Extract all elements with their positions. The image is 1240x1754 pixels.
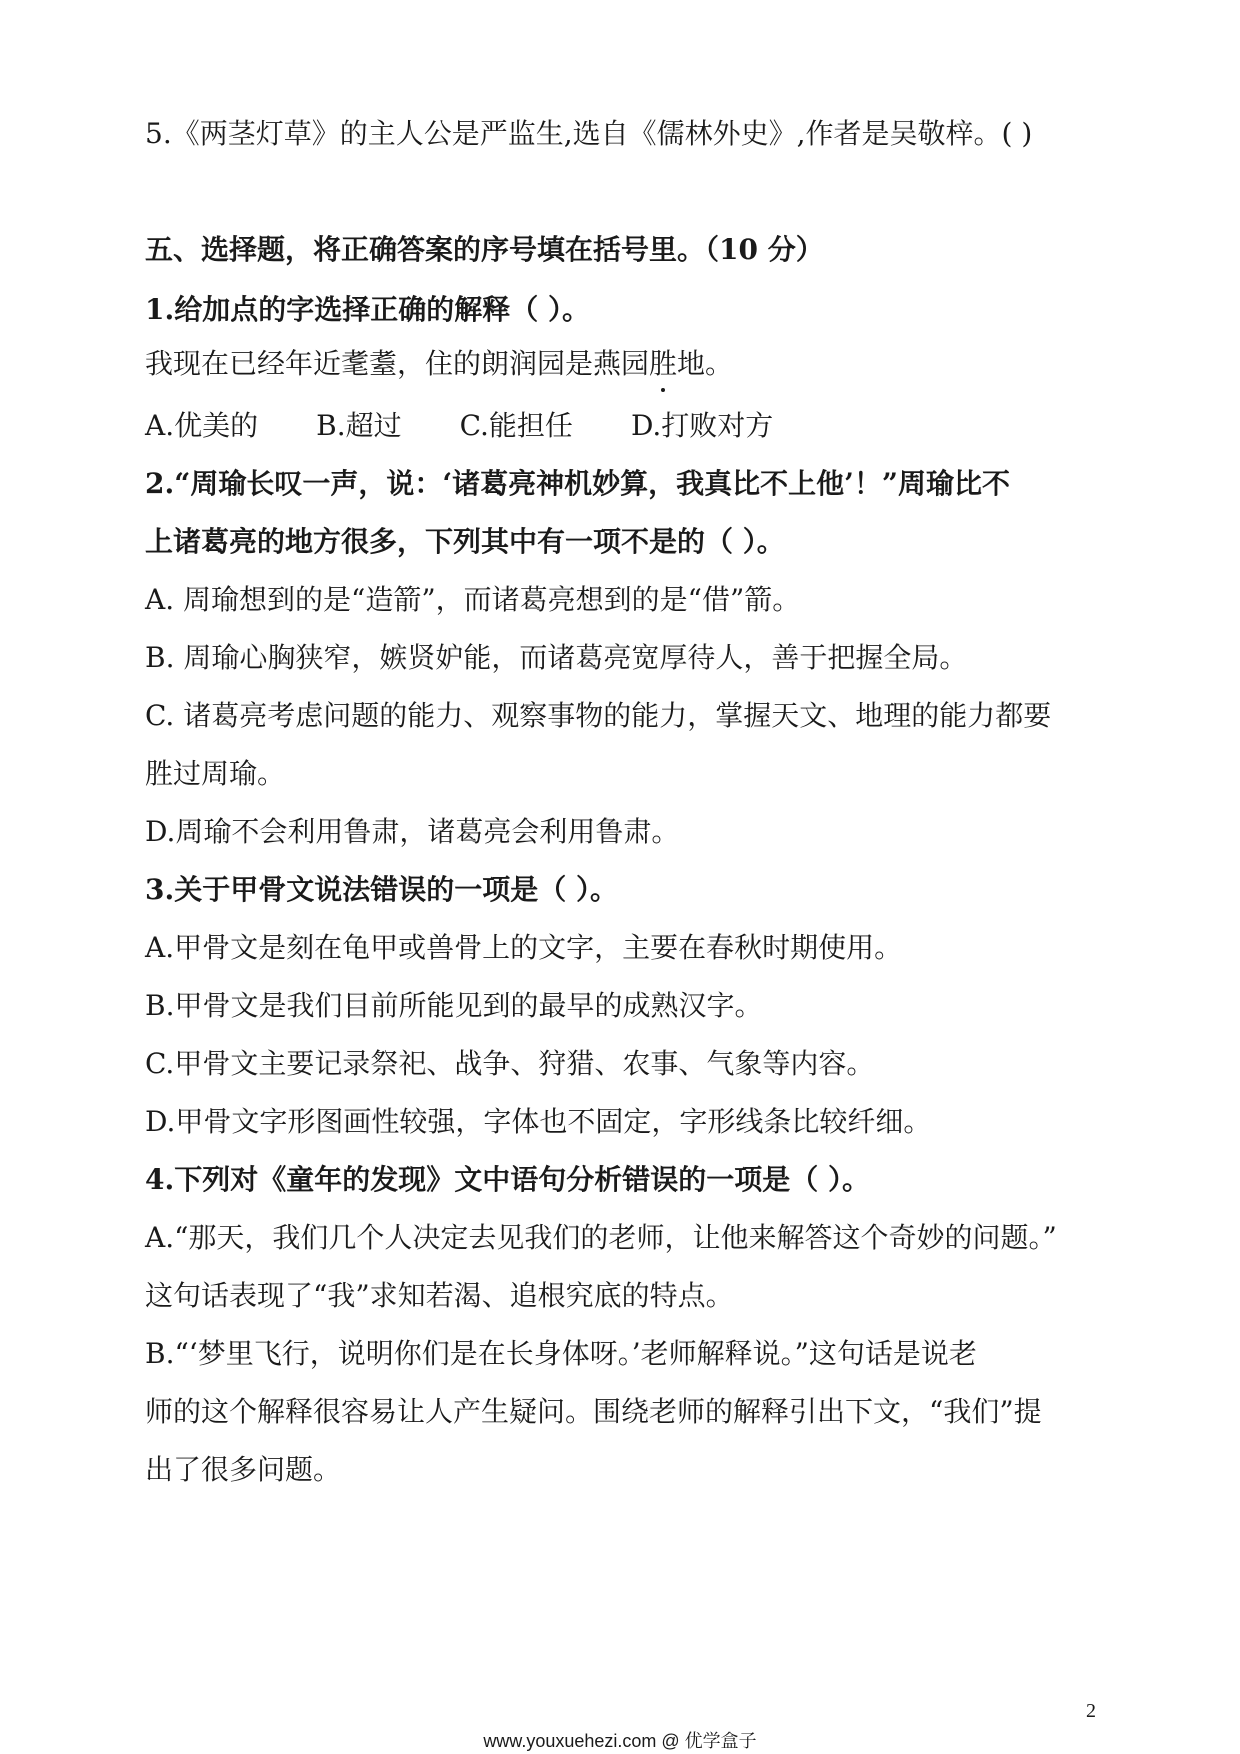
question-3: 3.关于甲骨文说法错误的一项是（ ）。 [145,873,618,906]
option-a: A.优美的 [145,409,259,442]
question-4-option-b: B.“‘梦里飞行，说明你们是在长身体呀。’老师解释说。”这句话是说老 [145,1337,977,1370]
question-3-option-b: B.甲骨文是我们目前所能见到的最早的成熟汉字。 [145,989,763,1022]
question-4-option-b-cont: 师的这个解释很容易让人产生疑问。围绕老师的解释引出下文，“我们”提 [145,1395,1042,1428]
question-4: 4.下列对《童年的发现》文中语句分析错误的一项是（ ）。 [145,1163,870,1196]
question-2-option-d: D.周瑜不会利用鲁肃，诸葛亮会利用鲁肃。 [145,815,680,848]
question-3-option-c: C.甲骨文主要记录祭祀、战争、狩猎、农事、气象等内容。 [145,1047,875,1080]
option-d: D.打败对方 [630,409,774,442]
option-c: C.能担任 [459,409,573,442]
question-2-line-2: 上诸葛亮的地方很多，下列其中有一项不是的（ ）。 [145,525,785,558]
section-5-heading: 五、选择题，将正确答案的序号填在括号里。（10 分） [145,233,824,266]
question-2-line-1: 2.“周瑜长叹一声，说：‘诸葛亮神机妙算，我真比不上他’！”周瑜比不 [145,467,1010,500]
question-4-option-b-cont-2: 出了很多问题。 [145,1453,342,1486]
sentence-text: 我现在已经年近耄耋，住的朗润园是燕园 [145,347,650,380]
question-1-options [145,406,1100,446]
page-number: 2 [1086,1700,1096,1722]
question-2-option-c-cont: 胜过周瑜。 [145,757,286,790]
true-false-item-5: 5.《两茎灯草》的主人公是严监生,选自《儒林外史》,作者是吴敬梓。( ) [145,117,1033,150]
question-3-option-a: A.甲骨文是刻在龟甲或兽骨上的文字，主要在春秋时期使用。 [145,931,903,964]
question-1-sentence [145,344,1100,384]
question-1: 1.给加点的字选择正确的解释（ ）。 [145,293,590,326]
dotted-character: 胜 [649,344,677,384]
question-2-option-a: A. 周瑜想到的是“造箭”，而诸葛亮想到的是“借”箭。 [145,583,801,616]
question-2-option-c: C. 诸葛亮考虑问题的能力、观察事物的能力，掌握天文、地理的能力都要 [145,699,1052,732]
footer-watermark: www.youxuehezi.com @ 优学盒子 [483,1731,757,1751]
question-4-option-a-cont: 这句话表现了“我”求知若渴、追根究底的特点。 [145,1279,734,1312]
question-3-option-d: D.甲骨文字形图画性较强，字体也不固定，字形线条比较纤细。 [145,1105,932,1138]
question-2-option-b: B. 周瑜心胸狭窄，嫉贤妒能，而诸葛亮宽厚待人，善于把握全局。 [145,641,968,674]
option-b: B.超过 [316,409,402,442]
sentence-text-end: 地。 [677,347,734,380]
question-4-option-a: A.“那天，我们几个人决定去见我们的老师，让他来解答这个奇妙的问题。” [145,1221,1057,1254]
